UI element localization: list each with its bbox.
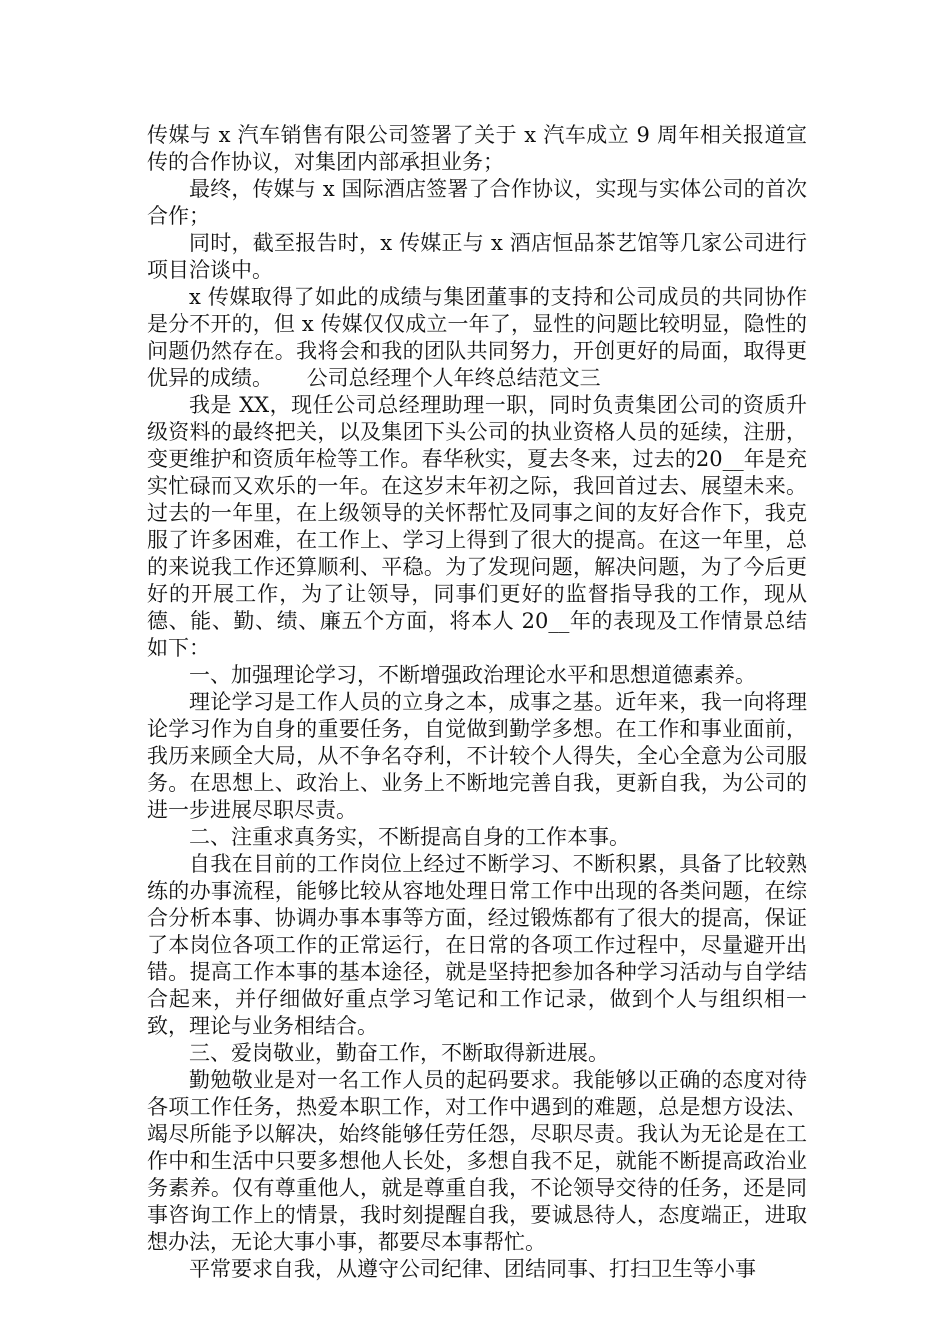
paragraph-2: 最终，传媒与 x 国际酒店签署了合作协议，实现与实体公司的首次合作； <box>147 177 807 228</box>
paragraph-4-text: x 传媒取得了如此的成绩与集团董事的支持和公司成员的共同协作是分不开的，但 x 传媒仅仅成立一年了，显性的问题比较明显，隐性的问题仍然存在。我将会和我的团队共同努力，开创更好的局面，取得更优异的成绩。 <box>147 285 807 390</box>
paragraph-9: 平常要求自我，从遵守公司纪律、团结同事、打扫卫生等小事 <box>189 1257 756 1281</box>
paragraph-6: 理论学习是工作人员的立身之本，成事之基。近年来，我一向将理论学习作为自身的重要任务，自觉做到勤学多想。在工作和事业面前，我历来顾全大局，从不争名夺利，不计较个人得失，全心全意为公司服务。在思想上、政治上、业务上不断地完善自我，更新自我，为公司的进一步进展尽职尽责。 <box>147 690 807 822</box>
paragraph-1: 传媒与 x 汽车销售有限公司签署了关于 x 汽车成立 9 周年相关报道宣传的合作协议，对集团内部承担业务； <box>147 123 807 174</box>
paragraph-8: 勤勉敬业是对一名工作人员的起码要求。我能够以正确的态度对待各项工作任务，热爱本职工作，对工作中遇到的难题，总是想方设法、竭尽所能予以解决，始终能够任劳任怨，尽职尽责。我认为无论是在工作中和生活中只要多想他人长处，多想自我不足，就能不断提高政治业务素养。仅有尊重他人，就是尊重自我，不论领导交待的任务，还是同事咨询工作上的情景，我时刻提醒自我，要诚恳待人，态度端正，进取想办法，无论大事小事，都要尽本事帮忙。 <box>147 1068 807 1254</box>
paragraph-3: 同时，截至报告时，x 传媒正与 x 酒店恒品茶艺馆等几家公司进行项目洽谈中。 <box>147 231 807 282</box>
heading-3: 三、爱岗敬业，勤奋工作，不断取得新进展。 <box>189 1041 609 1065</box>
heading-1: 一、加强理论学习，不断增强政治理论水平和思想道德素养。 <box>189 663 756 687</box>
paragraph-5: 我是 XX，现任公司总经理助理一职，同时负责集团公司的资质升级资料的最终把关，以及集团下头公司的执业资格人员的延续，注册，变更维护和资质年检等工作。春华秋实，夏去冬来，过去的20__年是充实忙碌而又欢乐的一年。在这岁末年初之际，我回首过去、展望未来。过去的一年里，在上级领导的关怀帮忙及同事之间的友好合作下，我克服了许多困难，在工作上、学习上得到了很大的提高。在这一年里，总的来说我工作还算顺利、平稳。为了发现问题，解决问题，为了今后更好的开展工作，为了让领导，同事们更好的监督指导我的工作，现从德、能、勤、绩、廉五个方面，将本人 20__年的表现及工作情景总结如下： <box>147 393 807 660</box>
heading-2: 二、注重求真务实，不断提高自身的工作本事。 <box>189 825 630 849</box>
paragraph-4 <box>147 284 807 392</box>
document-page <box>147 122 807 1283</box>
section-title: 公司总经理个人年终总结范文三 <box>306 366 601 390</box>
paragraph-7: 自我在目前的工作岗位上经过不断学习、不断积累，具备了比较熟练的办事流程，能够比较从容地处理日常工作中出现的各类问题，在综合分析本事、协调办事本事等方面，经过锻炼都有了很大的提高，保证了本岗位各项工作的正常运行，在日常的各项工作过程中，尽量避开出错。提高工作本事的基本途径，就是坚持把参加各种学习活动与自学结合起来，并仔细做好重点学习笔记和工作记录，做到个人与组织相一致，理论与业务相结合。 <box>147 852 807 1038</box>
